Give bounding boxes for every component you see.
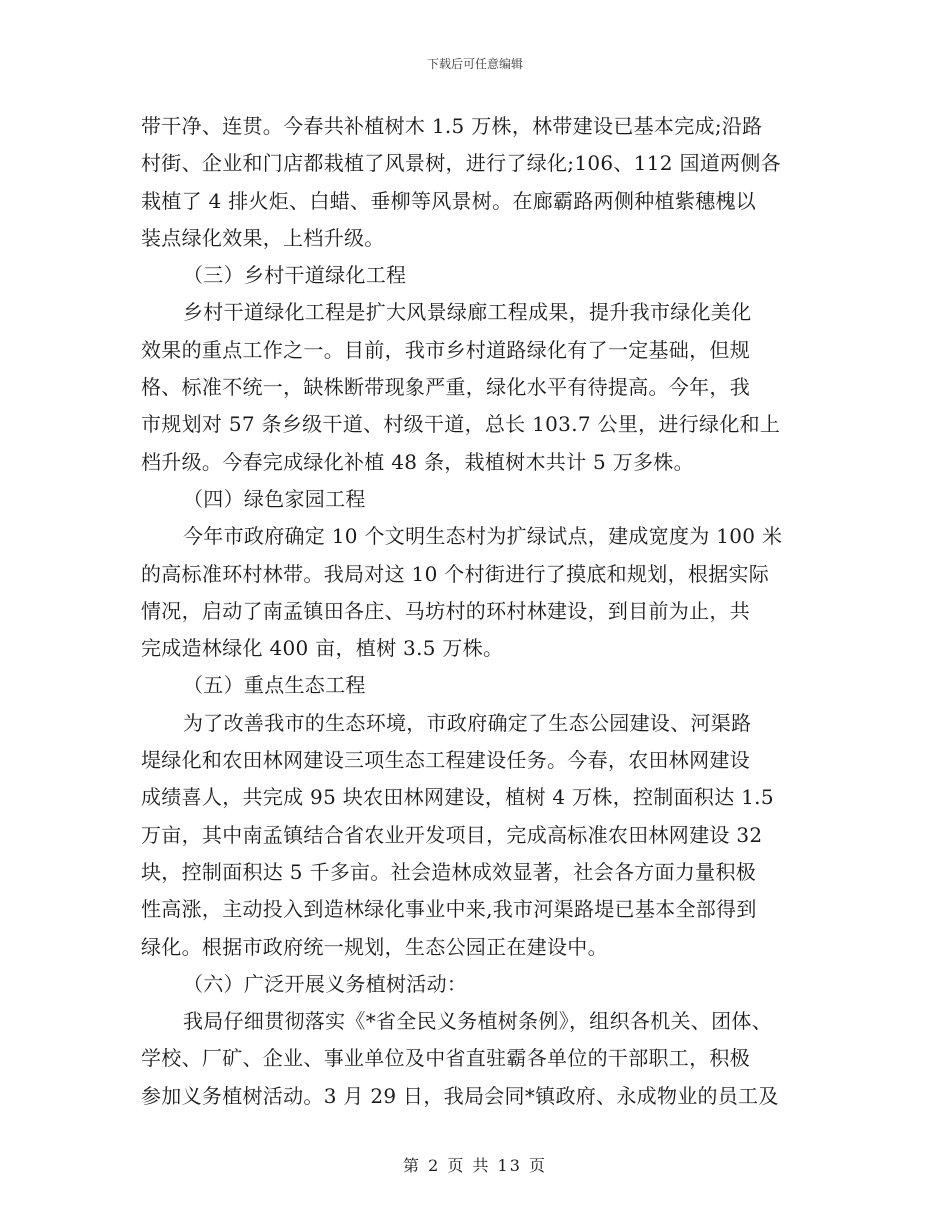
paragraph-line: 带干净、连贯。今春共补植树木 1.5 万株，林带建设已基本完成;沿路 — [141, 114, 763, 138]
section-heading-4: （四）绿色家园工程 — [183, 486, 366, 511]
paragraph-line: 乡村干道绿化工程是扩大风景绿廊工程成果，提升我市绿化美化 — [183, 300, 752, 325]
page-number-label: 第 2 页 共 13 页 — [403, 1156, 547, 1175]
paragraph-line: 的高标准环村林带。我局对这 10 个村街进行了摸底和规划，根据实际 — [141, 561, 770, 586]
paragraph-line: 学校、厂矿、企业、事业单位及中省直驻霸各单位的干部职工，积极 — [141, 1046, 750, 1071]
page-number-footer — [0, 1153, 950, 1176]
paragraph-line: 今年市政府确定 10 个文明生态村为扩绿试点，建成宽度为 100 米 — [183, 524, 783, 549]
paragraph-line: 效果的重点工作之一。目前，我市乡村道路绿化有了一定基础，但规 — [141, 337, 750, 362]
section-heading-3: （三）乡村干道绿化工程 — [183, 263, 407, 288]
paragraph-line: 堤绿化和农田林网建设三项生态工程建设任务。今春，农田林网建设 — [141, 748, 750, 773]
paragraph-line: 为了改善我市的生态环境，市政府确定了生态公园建设、河渠路 — [183, 710, 752, 735]
paragraph-line: 万亩，其中南孟镇结合省农业开发项目，完成高标准农田林网建设 32 — [141, 822, 763, 847]
paragraph-line: 性高涨，主动投入到造林绿化事业中来,我市河渠路堤已基本全部得到 — [141, 897, 757, 922]
paragraph-line: 成绩喜人，共完成 95 块农田林网建设，植树 4 万株，控制面积达 1.5 — [141, 785, 774, 810]
paragraph-line: 绿化。根据市政府统一规划，生态公园正在建设中。 — [141, 934, 608, 959]
paragraph-line: 档升级。今春完成绿化补植 48 条，栽植树木共计 5 万多株。 — [141, 449, 694, 474]
paragraph-line: 装点绿化效果，上档升级。 — [141, 225, 385, 250]
paragraph-line: 市规划对 57 条乡级干道、村级干道，总长 103.7 公里，进行绿化和上 — [141, 412, 781, 437]
download-edit-note: 下载后可任意编辑 — [426, 57, 523, 71]
paragraph-line: 村街、企业和门店都栽植了风景树，进行了绿化;106、112 国道两侧各 — [141, 151, 781, 176]
paragraph-line: 情况，启动了南孟镇田各庄、马坊村的环村林建设，到目前为止，共 — [141, 598, 750, 623]
paragraph-line: 块，控制面积达 5 千多亩。社会造林成效显著，社会各方面力量积极 — [141, 859, 757, 884]
paragraph-line: 栽植了 4 排火炬、白蜡、垂柳等风景树。在廊霸路两侧种植紫穗槐以 — [141, 188, 757, 213]
section-heading-6: （六）广泛开展义务植树活动： — [183, 971, 468, 996]
paragraph-line: 我局仔细贯彻落实《*省全民义务植树条例》，组织各机关、团体、 — [183, 1009, 772, 1034]
section-heading-5: （五）重点生态工程 — [183, 673, 366, 698]
paragraph-line: 完成造林绿化 400 亩，植树 3.5 万株。 — [141, 636, 504, 661]
paragraph-line: 格、标准不统一，缺株断带现象严重，绿化水平有待提高。今年，我 — [141, 375, 750, 400]
document-body — [141, 108, 821, 1115]
paragraph-line: 参加义务植树活动。3 月 29 日，我局会同*镇政府、永成物业的员工及 — [141, 1083, 779, 1108]
